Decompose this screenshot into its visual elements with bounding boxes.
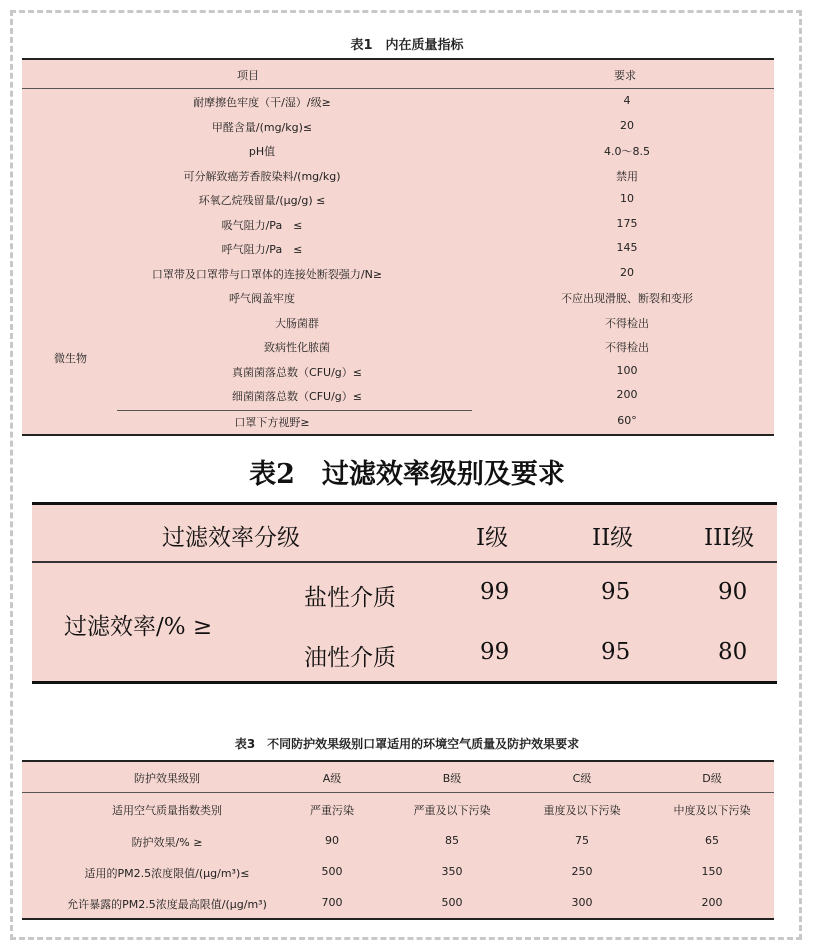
table1 [22,58,774,436]
table2-title: 表2 过滤效率级别及要求 [249,459,565,490]
table-row [22,359,774,384]
table3 [22,760,774,920]
row-label: 适用的PM2.5浓度限值/(μg/m³)≤ [84,867,250,880]
cell: 75 [575,834,589,847]
table-row [22,114,774,139]
cell: 350 [441,865,463,878]
row-value: 不得检出 [605,341,649,354]
row-value: 不得检出 [605,316,649,330]
row-item: 耐摩擦色牢度（干/湿）/级≥ [193,96,331,109]
header-cell: 防护效果级别 [134,772,200,785]
table-row [22,138,774,163]
row-item: 甲醛含量/(mg/kg)≤ [211,120,313,134]
value: 99 [480,639,510,665]
row-item: 大肠菌群 [275,316,319,330]
cell: 90 [325,834,339,847]
row-label: 适用空气质量指数类别 [112,804,222,817]
table-row [22,236,774,261]
table1-title: 表1 内在质量指标 [350,38,464,53]
table2-header [32,505,777,563]
value: 80 [718,639,748,665]
row-value: 4 [623,94,631,107]
cell: 300 [571,896,593,909]
medium-salt: 盐性介质 [304,585,396,611]
cell: 500 [441,896,463,909]
table1-header-item: 项目 [237,69,259,82]
table-row [22,409,774,434]
row-item: 呼气阻力/Pa ≤ [221,243,303,256]
row-value: 175 [616,216,638,230]
value: 90 [718,579,748,605]
row-value: 100 [616,363,638,377]
row-value: 4.0～8.5 [604,145,650,158]
table-row [22,383,774,408]
row-value: 不应出现滑脱、断裂和变形 [561,292,693,305]
row-item: 致病性化脓菌 [264,341,330,354]
table-row [22,212,774,237]
value: 99 [480,579,510,605]
table2 [32,502,777,684]
table-row [22,310,774,335]
cell: 200 [701,896,723,909]
header-grade-2: II级 [592,525,634,551]
row-item: pH值 [248,145,276,158]
table1-header-req: 要求 [614,69,636,82]
header-grade-1: I级 [476,525,509,551]
medium-oil: 油性介质 [304,645,396,671]
row-label: 防护效果/% ≥ [131,836,203,849]
table1-header [22,60,774,89]
value: 95 [601,639,631,665]
table3-header [22,762,774,793]
row-item: 呼气阀盖牢度 [229,292,295,305]
table-row [22,187,774,212]
cell: 严重及以下污染 [413,804,491,817]
row-item: 环氧乙烷残留量/(μg/g) ≤ [198,194,326,207]
header-cell: C级 [572,772,592,785]
cell: 500 [321,865,343,878]
cell: 250 [571,865,593,878]
row-value: 60° [617,414,637,427]
cell: 中度及以下污染 [673,804,751,817]
row-item: 口罩带及口罩带与口罩体的连接处断裂强力/N≥ [151,267,383,281]
row-value: 10 [620,192,634,205]
header-grade: 过滤效率分级 [162,525,300,551]
row-label: 过滤效率/% ≥ [64,614,213,640]
header-cell: A级 [322,772,342,785]
row-item: 吸气阻力/Pa ≤ [221,218,303,232]
row-value: 200 [616,388,638,401]
cell: 150 [701,865,723,878]
row-item: 可分解致癌芳香胺染料/(mg/kg) [183,169,341,183]
row-value: 20 [620,265,634,279]
row-value: 145 [616,241,638,254]
cell: 65 [705,834,719,847]
value: 95 [601,579,631,605]
row-item: 细菌菌落总数（CFU/g）≤ [232,390,362,403]
row-item: 口罩下方视野≥ [234,416,310,429]
table-row [22,261,774,286]
header-cell: D级 [702,772,722,785]
table3-title: 表3 不同防护效果级别口罩适用的环境空气质量及防护效果要求 [234,737,580,751]
row-value: 20 [620,118,634,132]
row-label: 允许暴露的PM2.5浓度最高限值/(μg/m³) [67,898,267,911]
header-cell: B级 [442,772,462,785]
table-row [22,163,774,188]
cell: 700 [321,896,343,909]
table-row [22,334,774,359]
table-row [22,285,774,310]
cell: 重度及以下污染 [543,804,621,817]
table-row [22,89,774,114]
row-item: 真菌菌落总数（CFU/g）≤ [232,365,362,379]
cell: 严重污染 [310,804,354,817]
header-grade-3: III级 [704,525,755,551]
cell: 85 [445,834,459,847]
row-value: 禁用 [616,169,638,183]
micro-label: 微生物 [54,352,87,365]
